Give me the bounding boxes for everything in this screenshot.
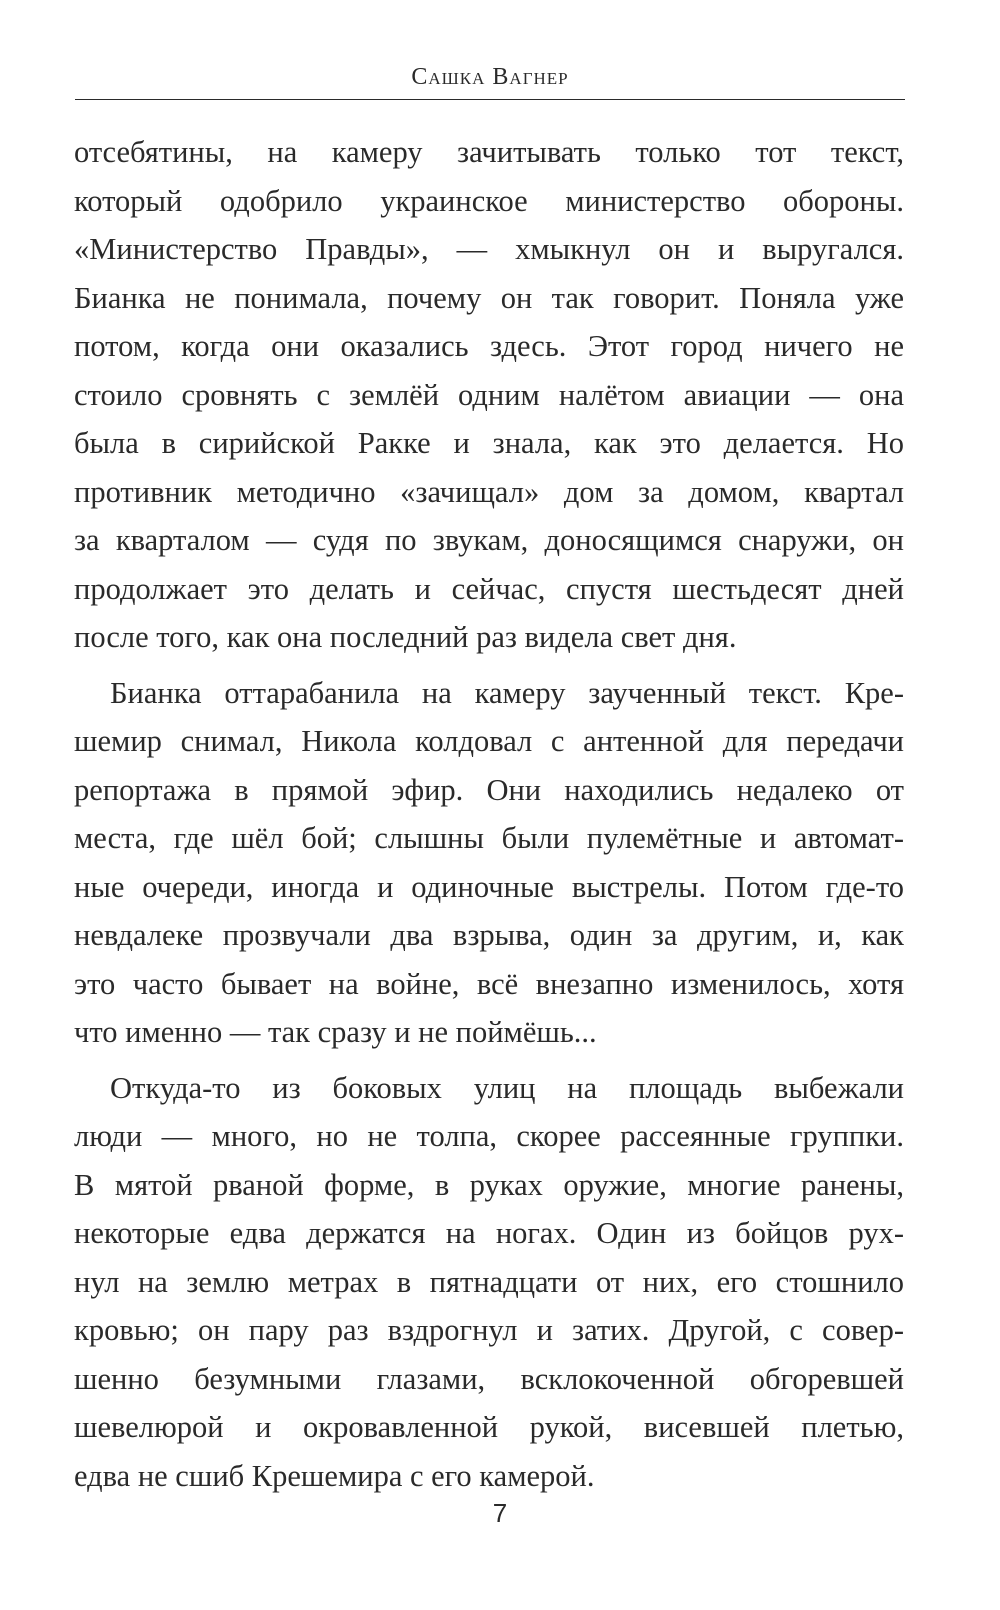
- text-line: ные очереди, иногда и одиночные выстрелы. Потом где-то: [74, 869, 904, 904]
- text-line: была в сирийской Ракке и знала, как это делается. Но: [74, 426, 904, 460]
- text-line: места, где шёл бой; слышны были пулемётные и автомат-: [74, 821, 904, 855]
- paragraph: [74, 669, 904, 1057]
- paragraph: [74, 128, 904, 662]
- paragraph: [74, 1064, 904, 1501]
- paragraph-gap: [74, 662, 904, 669]
- text-line: продолжает это делать и сейчас, спустя шестьдесят дней: [74, 571, 904, 606]
- page-number: 7: [492, 1498, 508, 1528]
- text-line: что именно — так сразу и не поймёшь...: [74, 1015, 597, 1049]
- text-line: потом, когда они оказались здесь. Этот город ничего не: [74, 329, 904, 363]
- text-line: репортажа в прямой эфир. Они находились недалеко от: [74, 772, 904, 807]
- text-line: некоторые едва держатся на ногах. Один из бойцов рух-: [74, 1216, 904, 1250]
- text-line: Откуда-то из боковых улиц на площадь выбежали: [110, 1070, 904, 1105]
- text-line: после того, как она последний раз видела свет дня.: [74, 620, 737, 654]
- text-line: «Министерство Правды», — хмыкнул он и выругался.: [74, 232, 904, 266]
- text-line: нул на землю метрах в пятнадцати от них, его стошнило: [74, 1264, 904, 1299]
- text-line: шенно безумными глазами, всклокоченной обгоревшей: [74, 1361, 904, 1396]
- header-rule: [75, 99, 905, 100]
- text-line: кровью; он пару раз вздрогнул и затих. Другой, с совер-: [74, 1313, 904, 1347]
- text-line: едва не сшиб Крешемира с его камерой.: [74, 1458, 595, 1493]
- running-header: Сашка Вагнер: [411, 64, 569, 90]
- text-line: люди — много, но не толпа, скорее рассеянные группки.: [74, 1119, 904, 1153]
- text-line: В мятой рваной форме, в руках оружие, многие ранены,: [74, 1167, 904, 1202]
- text-line: Бианка оттарабанила на камеру заученный текст. Кре-: [110, 675, 904, 710]
- text-line: стоило сровнять с землёй одним налётом авиации — она: [74, 377, 904, 412]
- text-line: который одобрило украинское министерство обороны.: [74, 183, 904, 218]
- text-line: за кварталом — судя по звукам, доносящимся снаружи, он: [74, 523, 904, 557]
- paragraph-gap: [74, 1057, 904, 1064]
- text-line: отсебятины, на камеру зачитывать только тот текст,: [74, 135, 904, 169]
- text-line: невдалеке прозвучали два взрыва, один за другим, и, как: [74, 918, 904, 952]
- text-line: Бианка не понимала, почему он так говорит. Поняла уже: [74, 280, 904, 315]
- text-line: шемир снимал, Никола колдовал с антенной для передачи: [74, 724, 904, 758]
- text-line: шевелюрой и окровавленной рукой, висевшей плетью,: [74, 1410, 904, 1444]
- body-text: [74, 128, 904, 1500]
- text-line: противник методично «зачищал» дом за домом, квартал: [74, 474, 904, 509]
- text-line: это часто бывает на войне, всё внезапно изменилось, хотя: [74, 966, 904, 1001]
